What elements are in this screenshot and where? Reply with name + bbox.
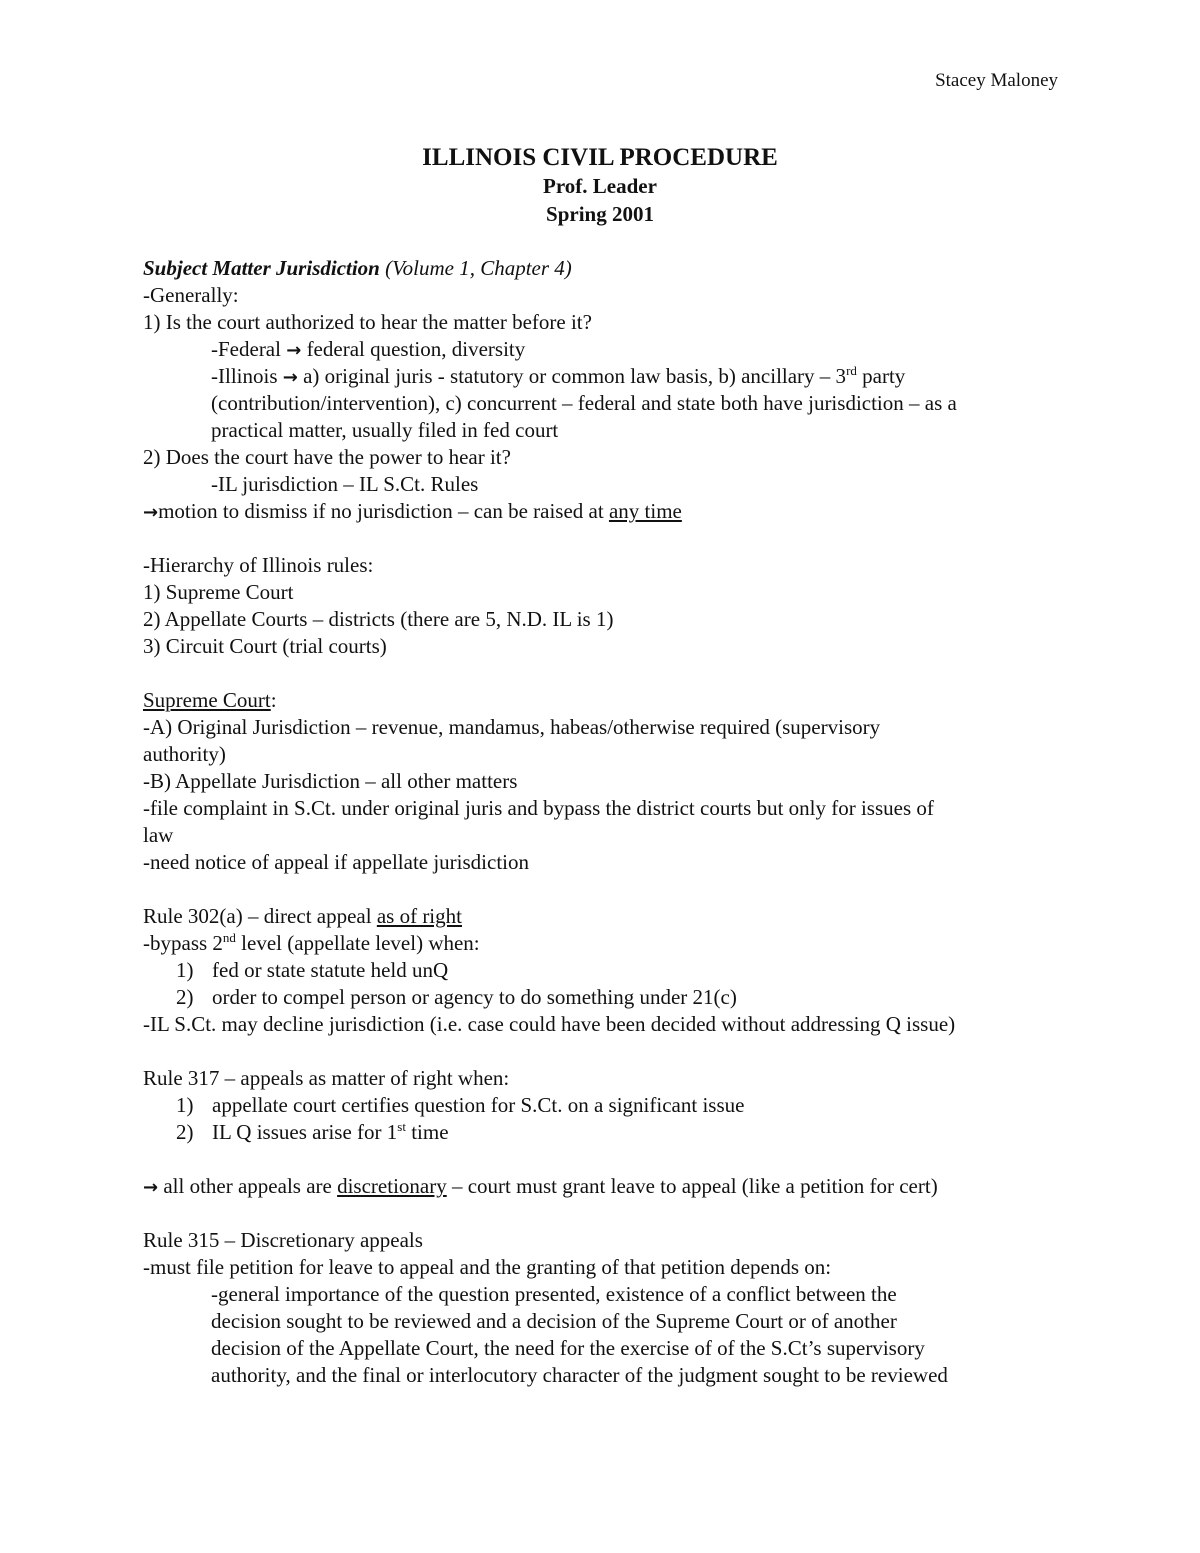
hierarchy-item-3: 3) Circuit Court (trial courts) [143, 634, 387, 658]
list-number: 1) [176, 1093, 194, 1117]
discretionary-underline: discretionary [337, 1174, 447, 1198]
list-item-text: fed or state statute held unQ [212, 958, 449, 982]
list-number: 2) [176, 1120, 194, 1144]
supreme-heading-colon: : [270, 688, 277, 712]
list-number: 1) [176, 958, 194, 982]
smj-illinois-text: a) original juris - statutory or common law basis, b) ancillary – 3 [303, 364, 847, 388]
smj-motion [143, 498, 682, 526]
rule302-heading-underline: as of right [376, 904, 462, 928]
discretionary-text-end: – court must grant leave to appeal (like a petition for cert) [446, 1174, 938, 1198]
smj-federal-label: -Federal [211, 337, 281, 361]
list-item-text: appellate court certifies question for S.Ct. on a significant issue [212, 1093, 745, 1117]
term: Spring 2001 [546, 202, 654, 226]
supreme-notice: -need notice of appeal if appellate jurisdiction [143, 850, 530, 874]
rule315-must: -must file petition for leave to appeal and the granting of that petition depends on: [143, 1255, 832, 1279]
list-number: 2) [176, 985, 194, 1009]
smj-motion-underline: any time [608, 499, 682, 523]
rule317-item-1 [176, 1092, 744, 1119]
rule315-line-2: decision sought to be reviewed and a decision of the Supreme Court or of another [211, 1309, 897, 1333]
smj-illinois [211, 363, 905, 391]
discretionary-note [143, 1173, 938, 1201]
superscript: st [397, 1119, 406, 1134]
rule315-line-4: authority, and the final or interlocutory character of the judgment sought to be reviewed [211, 1363, 948, 1387]
arrow-icon: → [282, 367, 298, 388]
rule302-item-1 [176, 957, 448, 984]
smj-illinois-label: -Illinois [211, 364, 278, 388]
rule302-bypass-text-end: level (appellate level) when: [235, 931, 480, 955]
smj-heading [143, 255, 572, 282]
rule302-bypass [143, 930, 480, 957]
smj-generally: -Generally: [143, 283, 239, 307]
hierarchy-item-2: 2) Appellate Courts – districts (there are 5, N.D. IL is 1) [143, 607, 614, 631]
rule302-bypass-text: -bypass 2 [143, 931, 223, 955]
supreme-a-line-1: -A) Original Jurisdiction – revenue, mandamus, habeas/otherwise required (supervisory [143, 715, 881, 739]
smj-illinois-line-2: (contribution/intervention), c) concurrent – federal and state both have jurisdiction – as a [211, 391, 957, 415]
hierarchy-heading: -Hierarchy of Illinois rules: [143, 553, 374, 577]
rule315-line-1: -general importance of the question presented, existence of a conflict between the [211, 1282, 897, 1306]
smj-question-1: 1) Is the court authorized to hear the matter before it? [143, 310, 592, 334]
superscript: nd [222, 930, 236, 945]
smj-il-jurisdiction: -IL jurisdiction – IL S.Ct. Rules [211, 472, 479, 496]
smj-federal-text: federal question, diversity [306, 337, 526, 361]
supreme-a-line-2: authority) [143, 742, 226, 766]
supreme-heading-text: Supreme Court [143, 688, 271, 712]
hierarchy-item-1: 1) Supreme Court [143, 580, 294, 604]
arrow-icon: → [143, 1177, 159, 1198]
supreme-file-line-2: law [143, 823, 174, 847]
arrow-icon: → [143, 502, 159, 523]
list-item-text-end: time [405, 1120, 449, 1144]
document-title: ILLINOIS CIVIL PROCEDURE [422, 144, 778, 171]
rule317-item-2 [176, 1119, 449, 1146]
rule302-item-2 [176, 984, 737, 1011]
smj-motion-text: motion to dismiss if no jurisdiction – can be raised at [158, 499, 609, 523]
professor-name: Prof. Leader [543, 174, 657, 198]
list-item-text: order to compel person or agency to do something under 21(c) [212, 985, 737, 1009]
rule317-heading: Rule 317 – appeals as matter of right when: [143, 1066, 510, 1090]
rule315-heading: Rule 315 – Discretionary appeals [143, 1228, 423, 1252]
supreme-file-line-1: -file complaint in S.Ct. under original juris and bypass the district courts but only for issues of [143, 796, 934, 820]
superscript: rd [846, 363, 857, 378]
smj-question-2: 2) Does the court have the power to hear it? [143, 445, 511, 469]
smj-heading-ref: (Volume 1, Chapter 4) [385, 256, 572, 280]
smj-illinois-line-3: practical matter, usually filed in fed court [211, 418, 559, 442]
discretionary-text: all other appeals are [158, 1174, 338, 1198]
rule315-line-3: decision of the Appellate Court, the need for the exercise of of the S.Ct’s supervisory [211, 1336, 925, 1360]
rule302-decline: -IL S.Ct. may decline jurisdiction (i.e. case could have been decided without addressing Q issue) [143, 1012, 956, 1036]
smj-federal [211, 336, 525, 364]
list-item-text: IL Q issues arise for 1 [212, 1120, 398, 1144]
smj-illinois-text-end: party [856, 364, 906, 388]
supreme-heading [143, 687, 277, 714]
rule302-heading-text: Rule 302(a) – direct appeal [143, 904, 377, 928]
rule302-heading [143, 903, 462, 930]
author-name: Stacey Maloney [935, 70, 1058, 91]
supreme-b: -B) Appellate Jurisdiction – all other matters [143, 769, 518, 793]
arrow-icon: → [286, 340, 302, 361]
smj-heading-title: Subject Matter Jurisdiction [143, 256, 380, 280]
